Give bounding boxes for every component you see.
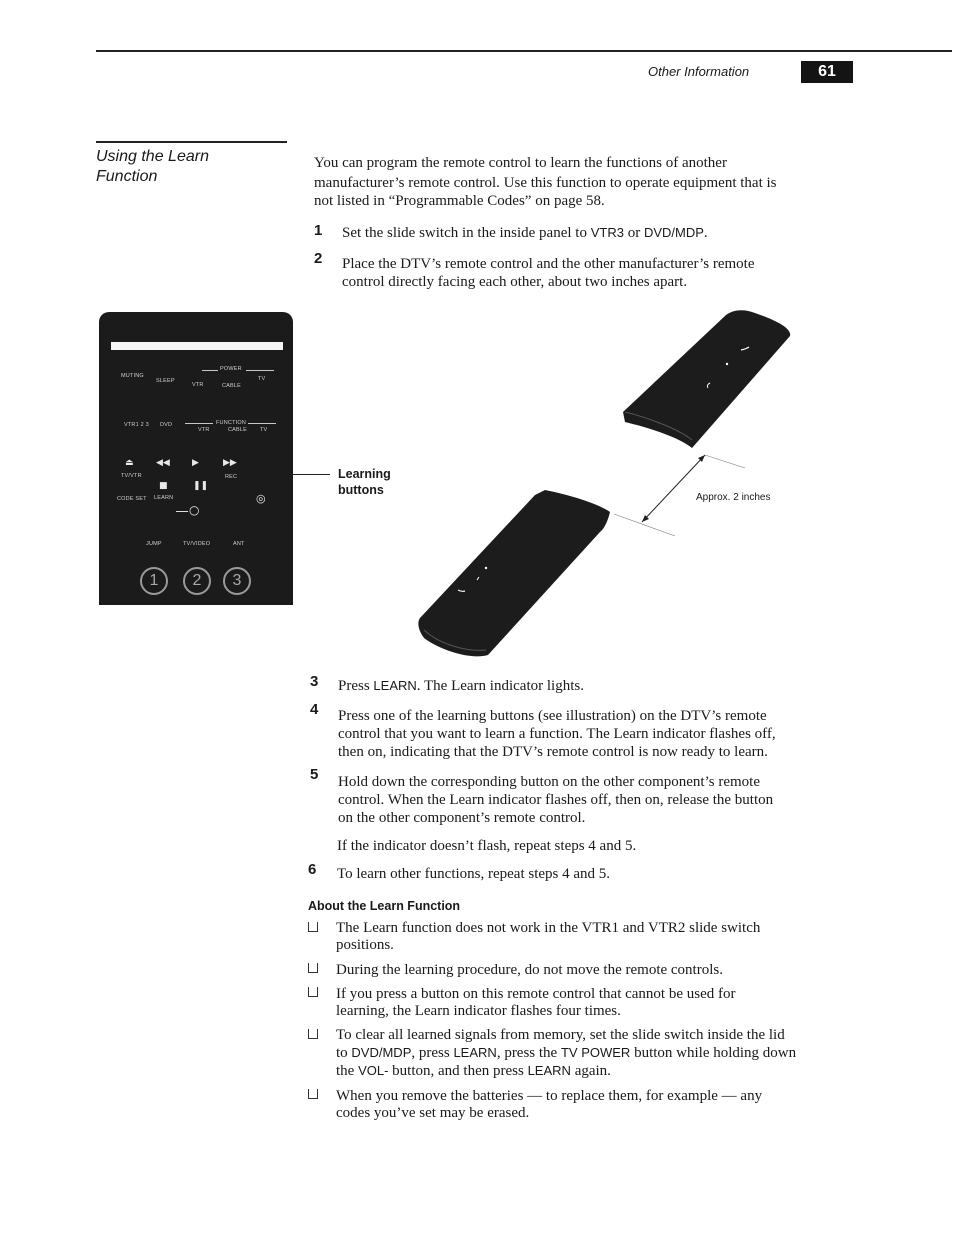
other-remote-icon xyxy=(623,310,790,448)
bullet-item xyxy=(336,920,856,954)
panel-label: JUMP xyxy=(146,541,162,547)
intro-line: not listed in “Programmable Codes” on page 58. xyxy=(314,193,605,209)
learning-label-line: Learning xyxy=(338,467,391,481)
intro-paragraph xyxy=(314,154,854,210)
panel-label: FUNCTION xyxy=(216,420,247,426)
bullet-line: positions. xyxy=(336,937,394,953)
step-text xyxy=(338,773,858,827)
panel-label: POWER xyxy=(220,366,242,372)
bullet-text-part: , press the xyxy=(496,1045,561,1061)
step-line: then on, indicating that the DTV’s remote control is now ready to learn. xyxy=(338,744,768,760)
step-number: 3 xyxy=(310,673,319,690)
step-text xyxy=(338,707,858,761)
step-line: on the other component’s remote control. xyxy=(338,810,586,826)
bullet-icon xyxy=(308,1089,318,1099)
header-rule xyxy=(96,50,952,52)
distance-label: Approx. 2 inches xyxy=(696,492,771,503)
bullet-line: learning, the Learn indicator flashes four times. xyxy=(336,1003,621,1019)
bullet-text-part: , press xyxy=(411,1045,454,1061)
step-text xyxy=(338,677,584,695)
learning-callout-line xyxy=(293,474,330,475)
running-header-title: Other Information xyxy=(648,64,750,79)
bullet-line: When you remove the batteries — to replace them, for example — any xyxy=(336,1088,763,1104)
panel-label: ANT xyxy=(233,541,245,547)
button-name: VOL- xyxy=(358,1063,389,1078)
indicator-icon: ◎ xyxy=(256,492,266,505)
learn-indicator-icon: ○ xyxy=(189,503,200,517)
vtr1-selector-icon: 1 xyxy=(140,567,168,595)
step-number: 1 xyxy=(314,222,323,239)
panel-label: TV/VTR xyxy=(121,473,142,479)
about-heading: About the Learn Function xyxy=(308,899,461,913)
bullet-item xyxy=(336,1088,856,1122)
step-line: Place the DTV’s remote control and the other manufacturer’s remote xyxy=(342,256,755,272)
step-text: To learn other functions, repeat steps 4 and 5. xyxy=(337,866,611,882)
rewind-icon: ◀◀ xyxy=(156,458,170,468)
step-line: control that you want to learn a function. The Learn indicator flashes off, xyxy=(338,726,776,742)
step5-note: If the indicator doesn’t flash, repeat steps 4 and 5. xyxy=(337,838,637,854)
button-name: LEARN xyxy=(453,1045,497,1060)
panel-label: VTR xyxy=(198,427,210,433)
bullet-icon xyxy=(308,1029,318,1039)
step-text-part: Press xyxy=(338,678,374,694)
remotes-facing-illustration xyxy=(400,300,820,670)
step-text-part: . The Learn indicator lights. xyxy=(416,678,584,694)
bullet-line xyxy=(336,1044,856,1062)
bullet-line: codes you’ve set may be erased. xyxy=(336,1105,530,1121)
step-text-part: or xyxy=(623,225,644,241)
step-number: 4 xyxy=(310,701,319,718)
panel-label: DVD xyxy=(160,422,173,428)
button-name: DVD/MDP xyxy=(351,1045,412,1060)
bullet-item xyxy=(336,986,856,1020)
panel-label: TV xyxy=(260,427,268,433)
step-line: control directly facing each other, about two inches apart. xyxy=(342,274,688,290)
step-line: Hold down the corresponding button on the other component’s remote xyxy=(338,774,760,790)
play-icon: ▶ xyxy=(192,458,199,468)
button-name: TV POWER xyxy=(560,1045,631,1060)
stop-icon: ■ xyxy=(159,481,168,491)
panel-label: MUTING xyxy=(121,373,144,379)
dtv-remote-icon xyxy=(418,490,610,656)
button-name: LEARN xyxy=(373,678,417,693)
button-name: VTR3 xyxy=(590,225,624,240)
learning-label-line: buttons xyxy=(338,483,384,497)
panel-label: LEARN xyxy=(154,495,174,501)
step-text-part: Set the slide switch in the inside panel to xyxy=(342,225,591,241)
bullet-line xyxy=(336,1062,856,1080)
bullet-icon xyxy=(308,922,318,932)
step-number: 5 xyxy=(310,766,319,783)
panel-label: VTR xyxy=(192,382,204,388)
bullet-line: If you press a button on this remote control that cannot be used for xyxy=(336,986,736,1002)
step-line: Press one of the learning buttons (see illustration) on the DTV’s remote xyxy=(338,708,767,724)
section-title xyxy=(96,147,296,187)
bullet-icon xyxy=(308,987,318,997)
remote-inside-panel-illustration xyxy=(99,312,293,605)
button-name: DVD/MDP xyxy=(643,225,704,240)
bullet-text-part: button while holding down xyxy=(630,1045,797,1061)
bullet-text-part: the xyxy=(336,1063,359,1079)
bullet-item: During the learning procedure, do not move the remote controls. xyxy=(336,962,723,978)
bullet-line: The Learn function does not work in the VTR1 and VTR2 slide switch xyxy=(336,920,761,936)
eject-icon: ⏏ xyxy=(125,458,134,468)
pause-icon: ❚❚ xyxy=(193,481,209,491)
page-number: 61 xyxy=(801,61,853,83)
step-line: control. When the Learn indicator flashes off, then on, release the button xyxy=(338,792,774,808)
section-title-line2: Function xyxy=(96,168,158,185)
bullet-text-part: again. xyxy=(570,1063,611,1079)
slide-switch-bar xyxy=(111,342,283,350)
panel-label: CODE SET xyxy=(117,496,147,502)
vtr2-selector-icon: 2 xyxy=(183,567,211,595)
step-text-part: . xyxy=(703,225,708,241)
intro-line: manufacturer’s remote control. Use this function to operate equipment that is xyxy=(314,175,777,191)
fast-forward-icon: ▶▶ xyxy=(223,458,237,468)
step-number: 6 xyxy=(308,861,317,878)
vtr3-selector-icon: 3 xyxy=(223,567,251,595)
panel-label: TV xyxy=(258,376,266,382)
panel-label: CABLE xyxy=(228,427,248,433)
bullet-line: To clear all learned signals from memory, set the slide switch inside the lid xyxy=(336,1027,785,1043)
step-number: 2 xyxy=(314,250,323,267)
intro-line: You can program the remote control to learn the functions of another xyxy=(314,155,727,171)
learning-buttons-label xyxy=(338,466,391,498)
panel-label: CABLE xyxy=(222,383,242,389)
bullet-text-part: button, and then press xyxy=(388,1063,528,1079)
button-name: LEARN xyxy=(527,1063,571,1078)
panel-label: SLEEP xyxy=(156,378,175,384)
section-title-line1: Using the Learn xyxy=(96,148,209,165)
step-text xyxy=(342,255,842,291)
bullet-icon xyxy=(308,963,318,973)
bullet-text-part: to xyxy=(336,1045,352,1061)
section-rule xyxy=(96,141,287,143)
bullet-item xyxy=(336,1027,856,1080)
panel-label: TV/VIDEO xyxy=(183,541,211,547)
step-text xyxy=(342,224,708,242)
panel-label: VTR1 2 3 xyxy=(124,422,149,428)
panel-label: REC xyxy=(225,474,238,480)
